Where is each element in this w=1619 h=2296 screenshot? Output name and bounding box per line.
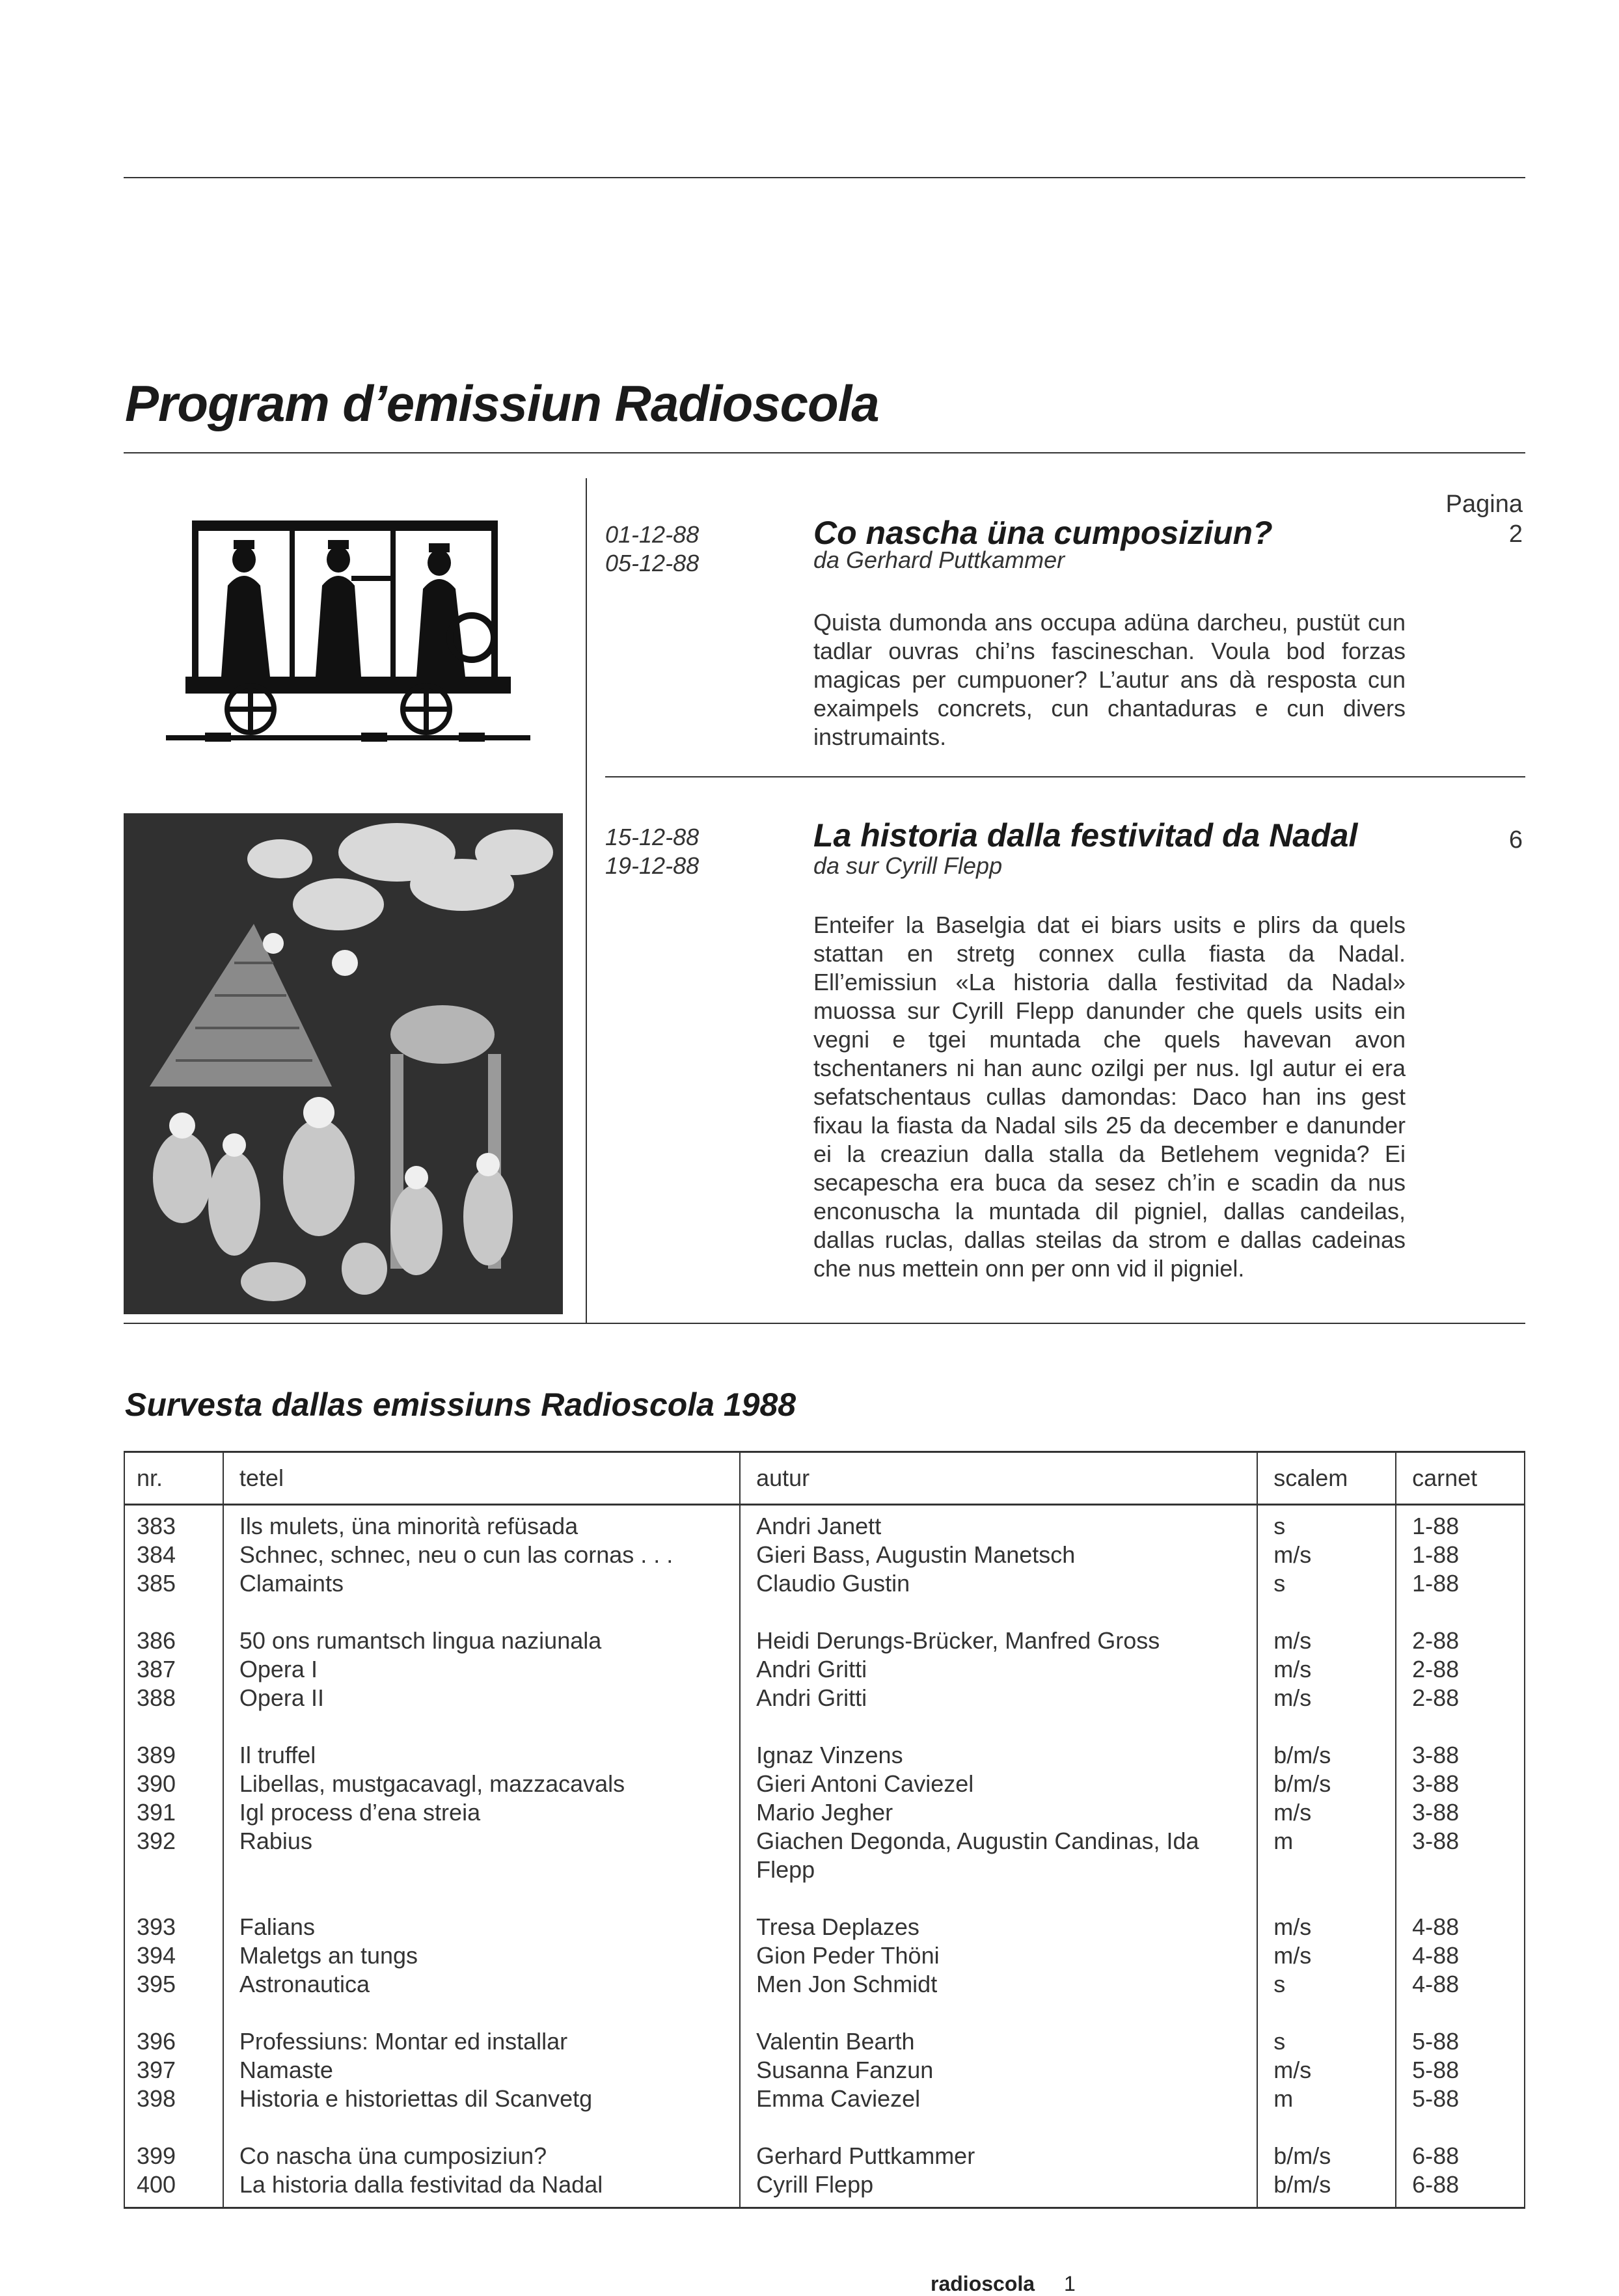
cell-autur: Andri Gritti [740, 1684, 1257, 1712]
cell-nr: 387 [124, 1655, 223, 1684]
cell-carnet: 2-88 [1396, 1684, 1525, 1712]
cell-scalem: m/s [1257, 1655, 1396, 1684]
cell-scalem: s [1257, 1970, 1396, 1999]
cell-carnet: 4-88 [1396, 1941, 1525, 1970]
cell-tetel: Igl process d’ena streia [223, 1798, 740, 1827]
cell-tetel: Libellas, mustgacavagl, mazzacavals [223, 1770, 740, 1798]
table-row [124, 1712, 1525, 1770]
top-rule [124, 177, 1525, 178]
cell-scalem: b/m/s [1257, 1712, 1396, 1770]
cell-nr: 400 [124, 2170, 223, 2208]
cell-tetel: Professiuns: Montar ed installar [223, 1999, 740, 2056]
cell-autur: Gerhard Puttkammer [740, 2113, 1257, 2170]
cell-nr: 396 [124, 1999, 223, 2056]
cell-nr: 393 [124, 1884, 223, 1941]
cell-autur: Mario Jegher [740, 1798, 1257, 1827]
cell-autur: Men Jon Schmidt [740, 1970, 1257, 1999]
overview-table [124, 1451, 1525, 2209]
episode-1-page: 2 [1508, 520, 1523, 548]
cell-tetel: Opera I [223, 1655, 740, 1684]
table-row [124, 2085, 1525, 2113]
cell-carnet: 5-88 [1396, 1999, 1525, 2056]
episode-2-date-start: 15-12-88 [605, 824, 700, 850]
episode-divider [605, 776, 1525, 777]
cell-tetel: Il truffel [223, 1712, 740, 1770]
header-nr: nr. [124, 1452, 223, 1505]
cell-scalem: b/m/s [1257, 2170, 1396, 2208]
cell-carnet: 4-88 [1396, 1884, 1525, 1941]
cell-tetel: Clamaints [223, 1569, 740, 1598]
cell-autur: Heidi Derungs-Brücker, Manfred Gross [740, 1598, 1257, 1655]
episode-2-date-end: 19-12-88 [605, 852, 700, 879]
episode-2-title: La historia dalla festivitad da Nadal [813, 817, 1358, 854]
cell-autur: Emma Caviezel [740, 2085, 1257, 2113]
cell-carnet: 3-88 [1396, 1712, 1525, 1770]
title-rule [124, 452, 1525, 453]
cell-tetel: Ils mulets, üna minorità refüsada [223, 1505, 740, 1541]
cell-nr: 389 [124, 1712, 223, 1770]
cell-tetel: Rabius [223, 1827, 740, 1884]
cell-autur: Giachen Degonda, Augustin Candinas, Ida Flepp [740, 1827, 1257, 1884]
cell-carnet: 1-88 [1396, 1505, 1525, 1541]
cell-nr: 390 [124, 1770, 223, 1798]
table-row [124, 1598, 1525, 1655]
table-row [124, 1798, 1525, 1827]
cell-nr: 392 [124, 1827, 223, 1884]
nativity-carving-photo [124, 813, 563, 1314]
episode-1-dates [605, 520, 699, 578]
cell-carnet: 5-88 [1396, 2085, 1525, 2113]
cell-scalem: m/s [1257, 1541, 1396, 1569]
cell-carnet: 3-88 [1396, 1798, 1525, 1827]
table-row [124, 2056, 1525, 2085]
cell-carnet: 1-88 [1396, 1569, 1525, 1598]
page-title: Program d’emissiun Radioscola [125, 375, 879, 432]
table-row [124, 1941, 1525, 1970]
cell-scalem: m/s [1257, 1884, 1396, 1941]
cell-autur: Andri Janett [740, 1505, 1257, 1541]
header-scalem: scalem [1257, 1452, 1396, 1505]
cell-scalem: s [1257, 1999, 1396, 2056]
cell-carnet: 6-88 [1396, 2113, 1525, 2170]
cell-carnet: 3-88 [1396, 1827, 1525, 1884]
cell-tetel: La historia dalla festivitad da Nadal [223, 2170, 740, 2208]
cell-autur: Andri Gritti [740, 1655, 1257, 1684]
cell-autur: Tresa Deplazes [740, 1884, 1257, 1941]
table-row [124, 1999, 1525, 2056]
cell-nr: 398 [124, 2085, 223, 2113]
episode-2-description: Enteifer la Baselgia dat ei biars usits e plirs da quels stattan en stretg connex culla fiasta da Nadal. Ell’emissiun «La historia dalla festivitad da Nadal» muossa sur Cyrill Flepp danunder che quels usits ein vegni e tgei muntada che quels havevan avon tschentaners ni han aunc ozilgi per nus. Igl autur ei era sefatschentaus cullas damondas: Daco han ins gest fixau la fiasta da Nadal sils 25 da december e danunder ei la creaziun dalla stalla da Betlehem vegnida? Ei secapescha era buca da sesez ch’in e scadin da nus enconuscha la muntada dil pigniel, dallas candeilas, dallas ruclas, dallas steilas da strom e dallas cadeinas che nus mettein onn per onn vid il pigniel. [813, 912, 1406, 1282]
overview-title: Survesta dallas emissiuns Radioscola 1988 [125, 1386, 796, 1423]
cell-carnet: 1-88 [1396, 1541, 1525, 1569]
cell-autur: Susanna Fanzun [740, 2056, 1257, 2085]
cell-scalem: m [1257, 2085, 1396, 2113]
episode-1-description: Quista dumonda ans occupa adüna darcheu, pustüt cun tadlar ouvras chi’ns fascineschan. Voula bod forzas magicas per cumpuoner? L’autur ans dà resposta cun exaimpels concrets, cun chantaduras e cun divers instrumaints. [813, 609, 1406, 750]
cell-scalem: m [1257, 1827, 1396, 1884]
table-row [124, 2170, 1525, 2208]
cell-nr: 394 [124, 1941, 223, 1970]
cell-scalem: s [1257, 1505, 1396, 1541]
table-row [124, 1541, 1525, 1569]
table-row [124, 1970, 1525, 1999]
cell-scalem: m/s [1257, 1798, 1396, 1827]
cell-nr: 399 [124, 2113, 223, 2170]
cell-autur: Gion Peder Thöni [740, 1941, 1257, 1970]
cell-carnet: 2-88 [1396, 1655, 1525, 1684]
footer-page-number: 1 [1063, 2272, 1076, 2295]
episode-1-title: Co nascha üna cumposiziun? [813, 515, 1273, 551]
table-row [124, 1655, 1525, 1684]
episode-1-date-start: 01-12-88 [605, 521, 700, 548]
cell-autur: Ignaz Vinzens [740, 1712, 1257, 1770]
cell-tetel: Schnec, schnec, neu o cun las cornas . . . [223, 1541, 740, 1569]
episode-1-date-end: 05-12-88 [605, 550, 700, 576]
cell-autur: Valentin Bearth [740, 1999, 1257, 2056]
cell-nr: 383 [124, 1505, 223, 1541]
cell-autur: Cyrill Flepp [740, 2170, 1257, 2208]
musicians-wagon-illustration [166, 514, 530, 748]
cell-tetel: Maletgs an tungs [223, 1941, 740, 1970]
table-row [124, 1827, 1525, 1884]
cell-tetel: Co nascha üna cumposiziun? [223, 2113, 740, 2170]
cell-nr: 388 [124, 1684, 223, 1712]
cell-tetel: Opera II [223, 1684, 740, 1712]
episode-2-dates [605, 823, 699, 880]
cell-carnet: 6-88 [1396, 2170, 1525, 2208]
cell-nr: 385 [124, 1569, 223, 1598]
cell-carnet: 4-88 [1396, 1970, 1525, 1999]
table-row [124, 1884, 1525, 1941]
pagina-label: Pagina [1445, 491, 1523, 518]
cell-nr: 391 [124, 1798, 223, 1827]
cell-tetel: Falians [223, 1884, 740, 1941]
cell-scalem: b/m/s [1257, 1770, 1396, 1798]
episode-2-page: 6 [1508, 826, 1523, 854]
cell-autur: Gieri Antoni Caviezel [740, 1770, 1257, 1798]
cell-autur: Claudio Gustin [740, 1569, 1257, 1598]
cell-autur: Gieri Bass, Augustin Manetsch [740, 1541, 1257, 1569]
cell-nr: 386 [124, 1598, 223, 1655]
episode-2-author: da sur Cyrill Flepp [813, 852, 1003, 879]
cell-nr: 397 [124, 2056, 223, 2085]
header-tetel: tetel [223, 1452, 740, 1505]
cell-scalem: m/s [1257, 1598, 1396, 1655]
cell-tetel: 50 ons rumantsch lingua naziunala [223, 1598, 740, 1655]
cell-carnet: 3-88 [1396, 1770, 1525, 1798]
header-autur: autur [740, 1452, 1257, 1505]
episode-1-author: da Gerhard Puttkammer [813, 547, 1065, 573]
cell-scalem: m/s [1257, 2056, 1396, 2085]
cell-tetel: Namaste [223, 2056, 740, 2085]
table-row [124, 2113, 1525, 2170]
table-row [124, 1684, 1525, 1712]
table-row [124, 1770, 1525, 1798]
column-divider [586, 478, 587, 1324]
table-row [124, 1505, 1525, 1541]
cell-scalem: m/s [1257, 1684, 1396, 1712]
cell-scalem: m/s [1257, 1941, 1396, 1970]
cell-scalem: s [1257, 1569, 1396, 1598]
footer-brand: radioscola [931, 2272, 1035, 2295]
footer [931, 2272, 1076, 2296]
cell-nr: 395 [124, 1970, 223, 1999]
header-carnet: carnet [1396, 1452, 1525, 1505]
cell-carnet: 5-88 [1396, 2056, 1525, 2085]
cell-tetel: Astronautica [223, 1970, 740, 1999]
overview-header-row [124, 1452, 1525, 1505]
cell-nr: 384 [124, 1541, 223, 1569]
cell-scalem: b/m/s [1257, 2113, 1396, 2170]
table-row [124, 1569, 1525, 1598]
episodes-bottom-rule [124, 1323, 1525, 1324]
cell-tetel: Historia e historiettas dil Scanvetg [223, 2085, 740, 2113]
cell-carnet: 2-88 [1396, 1598, 1525, 1655]
